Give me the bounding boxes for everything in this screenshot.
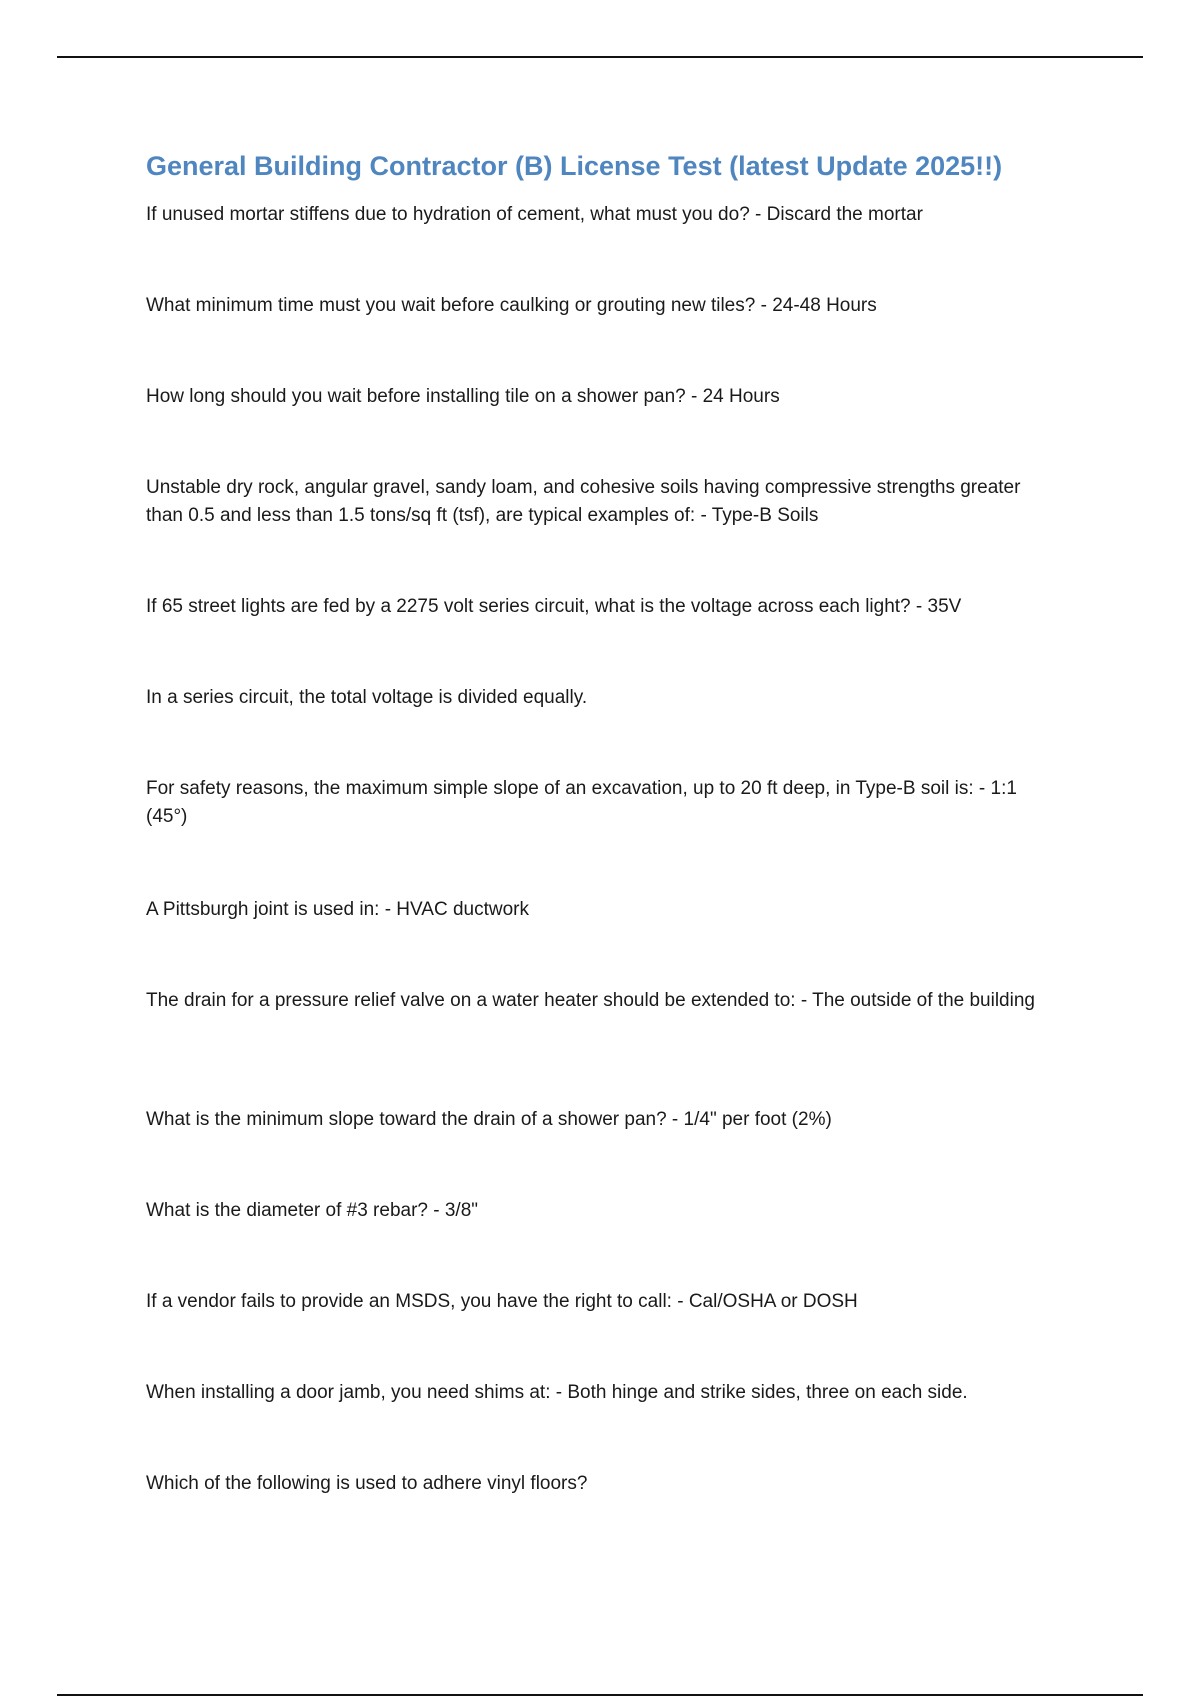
qa-item-excavation-slope: For safety reasons, the maximum simple slope of an excavation, up to 20 ft deep, in Type-B soil is: - 1:1 (45°) <box>146 778 1017 827</box>
document-title: General Building Contractor (B) License Test (latest Update 2025!!) <box>146 151 1003 181</box>
qa-item-caulking: What minimum time must you wait before caulking or grouting new tiles? - 24-48 Hours <box>146 295 877 316</box>
qa-item-vinyl-floors: Which of the following is used to adhere vinyl floors? <box>146 1473 588 1494</box>
qa-item-pittsburgh-joint: A Pittsburgh joint is used in: - HVAC ductwork <box>146 899 529 920</box>
qa-item-shower-pan-tile: How long should you wait before installing tile on a shower pan? - 24 Hours <box>146 386 780 407</box>
header-rule <box>57 56 1143 58</box>
qa-item-mortar: If unused mortar stiffens due to hydration of cement, what must you do? - Discard the mortar <box>146 204 923 225</box>
qa-item-msds-vendor: If a vendor fails to provide an MSDS, you have the right to call: - Cal/OSHA or DOSH <box>146 1291 858 1312</box>
qa-item-type-b-soils: Unstable dry rock, angular gravel, sandy loam, and cohesive soils having compressive strengths greater than 0.5 and less than 1.5 tons/sq ft (tsf), are typical examples of: - Type-B Soils <box>146 477 1021 526</box>
qa-item-door-jamb-shims: When installing a door jamb, you need shims at: - Both hinge and strike sides, three on each side. <box>146 1382 968 1403</box>
qa-item-relief-valve-drain: The drain for a pressure relief valve on a water heater should be extended to: - The outside of the building <box>146 990 1035 1011</box>
qa-item-rebar-diameter: What is the diameter of #3 rebar? - 3/8" <box>146 1200 479 1221</box>
qa-item-street-lights: If 65 street lights are fed by a 2275 volt series circuit, what is the voltage across each light? - 35V <box>146 596 962 617</box>
qa-item-series-circuit: In a series circuit, the total voltage is divided equally. <box>146 687 588 708</box>
qa-item-shower-pan-slope: What is the minimum slope toward the drain of a shower pan? - 1/4" per foot (2%) <box>146 1109 832 1130</box>
footer-rule <box>57 1694 1143 1696</box>
